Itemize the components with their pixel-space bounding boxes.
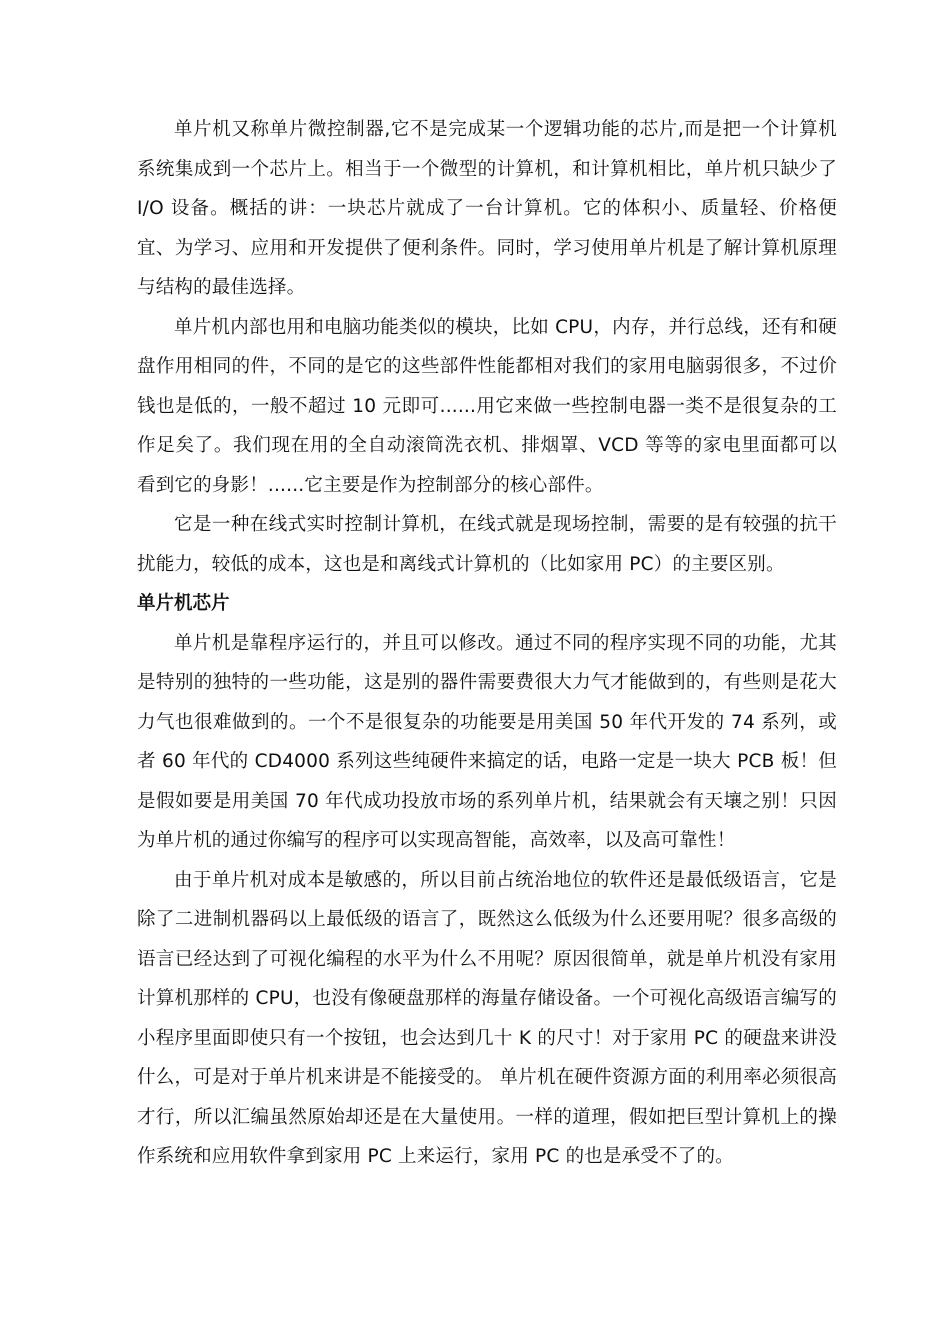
- section-heading: 单片机芯片: [137, 593, 230, 614]
- paragraph-online-control: 它是一种在线式实时控制计算机，在线式就是现场控制，需要的是有较强的抗干扰能力，较低的成本，这也是和离线式计算机的（比如家用 PC）的主要区别。: [137, 514, 837, 575]
- paragraph-program: 单片机是靠程序运行的，并且可以修改。通过不同的程序实现不同的功能，尤其是特别的独特的一些功能，这是别的器件需要费很大力气才能做到的，有些则是花大力气也很难做到的。一个不是很复杂的功能要是用美国 50 年代开发的 74 系列，或者 60 年代的 CD4000 系列这些纯硬件来搞定的话，电路一定是一块大 PCB 板！但是假如要是用美国 70 年代成功投放市场的系列单片机，结果就会有天壤之别！只因为单片机的通过你编写的程序可以实现高智能，高效率，以及高可靠性！: [137, 632, 837, 851]
- paragraph-assembly-language: 由于单片机对成本是敏感的，所以目前占统治地位的软件还是最低级语言，它是除了二进制机器码以上最低级的语言了，既然这么低级为什么还要用呢？很多高级的语言已经达到了可视化编程的水平为什么不用呢？原因很简单，就是单片机没有家用计算机那样的 CPU，也没有像硬盘那样的海量存储设备。一个可视化高级语言编写的小程序里面即使只有一个按钮，也会达到几十 K 的尺寸！对于家用 PC 的硬盘来讲没什么，可是对于单片机来讲是不能接受的。 单片机在硬件资源方面的利用率必须很高才行，所以汇编虽然原始却还是在大量使用。一样的道理，假如把巨型计算机上的操作系统和应用软件拿到家用 PC 上来运行，家用 PC 的也是承受不了的。: [137, 869, 837, 1167]
- paragraph-intro: 单片机又称单片微控制器,它不是完成某一个逻辑功能的芯片,而是把一个计算机系统集成到一个芯片上。相当于一个微型的计算机，和计算机相比，单片机只缺少了 I/O 设备。概括的讲：一块芯片就成了一台计算机。它的体积小、质量轻、价格便宜、为学习、应用和开发提供了便利条件。同时，学习使用单片机是了解计算机原理与结构的最佳选择。: [137, 119, 837, 298]
- paragraph-internal-modules: 单片机内部也用和电脑功能类似的模块，比如 CPU，内存，并行总线，还有和硬盘作用相同的件，不同的是它的这些部件性能都相对我们的家用电脑弱很多，不过价钱也是低的，一般不超过 10 元即可......用它来做一些控制电器一类不是很复杂的工作足矣了。我们现在用的全自动滚筒洗衣机、排烟罩、VCD 等等的家电里面都可以看到它的身影！......它主要是作为控制部分的核心部件。: [137, 316, 837, 496]
- document-body: [137, 110, 837, 1177]
